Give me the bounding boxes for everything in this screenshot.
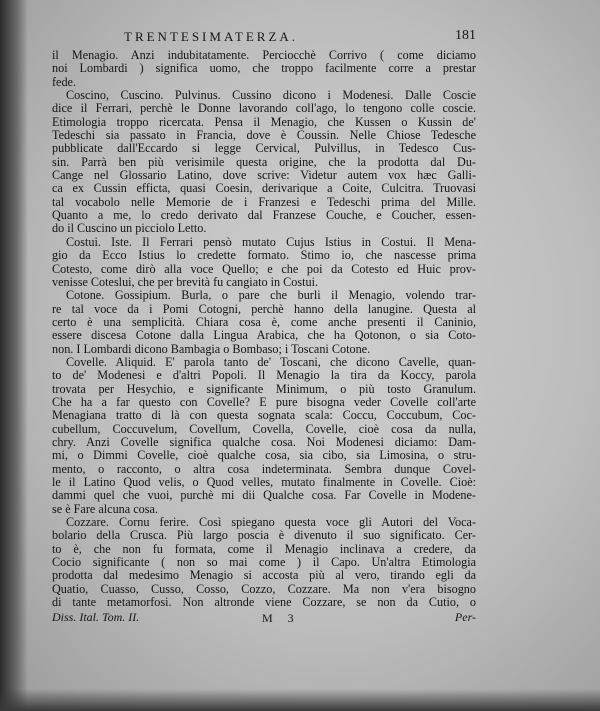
- text-line: dice il Ferrari, perchè le Donne lavorando coll'ago, lo tengono colle coscie.: [52, 101, 476, 116]
- text-line: pubblicate dall'Eccardo si legge Cervical, Pulvillus, in Tedesco Cus-: [52, 141, 476, 156]
- text-line: prodotta dal medesimo Menagio si accosta più al vero, tirando egli da: [52, 568, 476, 583]
- text-line: cubellum, Coccuvelum, Covellum, Covella, Covelle, cioè cosa da nulla,: [52, 421, 476, 436]
- text-line: Cotone. Gossipium. Burla, o pare che burli il Menagio, volendo trar-: [66, 288, 476, 303]
- text-line: Etimologia troppo ricercata. Pensa il Menagio, che Kussen o Kussin de': [52, 114, 476, 129]
- text-line: bolario della Crusca. Più largo poscia è divenuto il suo significato. Cer-: [52, 528, 476, 543]
- text-line: do il Cuscino un picciolo Letto.: [52, 221, 207, 236]
- page-footer: [52, 611, 476, 627]
- text-line: di tante metamorfosi. Non altronde viene Cozzare, se non da Cutio, o: [52, 595, 476, 610]
- text-line: se è Fare alcuna cosa.: [52, 501, 158, 516]
- text-line: ca ex Cussin efficta, quasi Coesin, derivarique a Coite, Culcitra. Truovasi: [52, 181, 476, 196]
- text-line: Coscino, Cuscino. Pulvinus. Cussino dicono i Modenesi. Dalle Coscie: [66, 88, 476, 103]
- text-line: Menagiana tratto di là con questa sognata scala: Coccu, Coccubum, Coc-: [52, 408, 476, 423]
- signature-mark: M 3: [262, 611, 300, 626]
- text-line: Cozzare. Cornu ferire. Così spiegano questa voce gli Autori del Voca-: [66, 515, 476, 530]
- text-line: Quanto a me, lo credo derivato dal Franzese Couche, e Coucher, essen-: [52, 208, 476, 223]
- running-head: TRENTESIMATERZA.: [124, 29, 299, 44]
- volume-reference: Diss. Ital. Tom. II.: [52, 610, 140, 625]
- text-line: chry. Anzi Covelle significa qualche cosa. Noi Modenesi diciamo: Dam-: [52, 434, 476, 449]
- text-line: venisse Coteslui, che per brevità fu cangiato in Costui.: [52, 274, 319, 289]
- text-line: le il Latino Quod velis, o Quod velles, mutato finalmente in Covelle. Cioè:: [52, 475, 476, 489]
- text-line: essere discesa Cotone dalla Lingua Arabica, che ha Qotonon, o sia Coto-: [52, 328, 476, 343]
- page-bottom-shadow: [0, 689, 600, 711]
- catchword: Per-: [454, 610, 476, 625]
- text-line: Covelle. Aliquid. E' parola tanto de' Toscani, che dicono Cavelle, quan-: [66, 354, 476, 369]
- text-line: fede.: [52, 74, 77, 89]
- page-gutter-shadow: [0, 0, 28, 711]
- text-line: Quatio, Cuasso, Cusso, Cosso, Cozzo, Cozzare. Ma non v'era bisogno: [52, 581, 476, 596]
- page-header: [52, 30, 476, 48]
- text-line: certo è una semplicità. Chiara cosa è, come anche presenti il Caninio,: [52, 314, 476, 329]
- text-line: dammi quel che vuoi, purchè mi dii Qualche cosa. Far Covelle in Modene-: [52, 488, 476, 503]
- text-line: il Menagio. Anzi indubitatamente. Perciocchè Corrivo ( come diciamo: [52, 48, 476, 62]
- text-line: to è, che non fu formata, come il Menagio inclinava a credere, da: [52, 541, 476, 556]
- text-line: Che ha a far questo con Covelle? E pure bisogna veder Covelle coll'arte: [52, 394, 476, 409]
- text-line: to de' Modenesi e d'altri Popoli. Il Menagio la tira da Koccy, parola: [52, 368, 476, 383]
- body-text: [52, 49, 476, 609]
- page-number: 181: [455, 28, 476, 43]
- text-line: mi, o Dimmi Covelle, cioè qualche cosa, sia cibo, sia Limosina, o stru-: [52, 448, 476, 463]
- text-line: re tal voce da i Pomi Cotogni, perchè hanno della lanugine. Questa al: [52, 301, 476, 316]
- text-line: sin. Parrà ben più verisimile questa origine, che la prodotta dal Du-: [52, 154, 476, 169]
- text-line: Cocio significante ( non so mai come ) il Capo. Un'altra Etimologia: [52, 555, 476, 570]
- text-line: Cotesto, come dirò alla voce Quello; e che poi da Cotesto ed Huic prov-: [52, 261, 476, 276]
- text-line: Tedeschi sia passato in Francia, dove è Coussin. Nelle Chiose Tedesche: [52, 128, 476, 143]
- text-line: tal vocabolo nelle Memorie de i Franzesi e Tedeschi prima del Mille.: [52, 194, 476, 209]
- text-block: [52, 30, 476, 627]
- text-line: noi Lombardi ) significa uomo, che troppo facilmente corre a prestar: [52, 61, 476, 76]
- text-line: gio da Ecco Istius lo credette formato. Stimo io, che nascesse prima: [52, 248, 476, 263]
- text-line: Costui. Iste. Il Ferrari pensò mutato Cujus Istius in Costui. Il Mena-: [66, 234, 476, 249]
- text-line: mento, o racconto, o altra cosa indeterminata. Sembra dunque Covel-: [52, 461, 476, 476]
- text-line: trovata per Hesychio, e significante Minimum, o più tosto Granulum.: [52, 381, 476, 396]
- text-line: non. I Lombardi dicono Bambagia o Bombaso; i Toscani Cotone.: [52, 341, 371, 356]
- text-line: Cange nel Glossario Latino, dove scrive: Videtur autem vox hæc Galli-: [52, 168, 476, 183]
